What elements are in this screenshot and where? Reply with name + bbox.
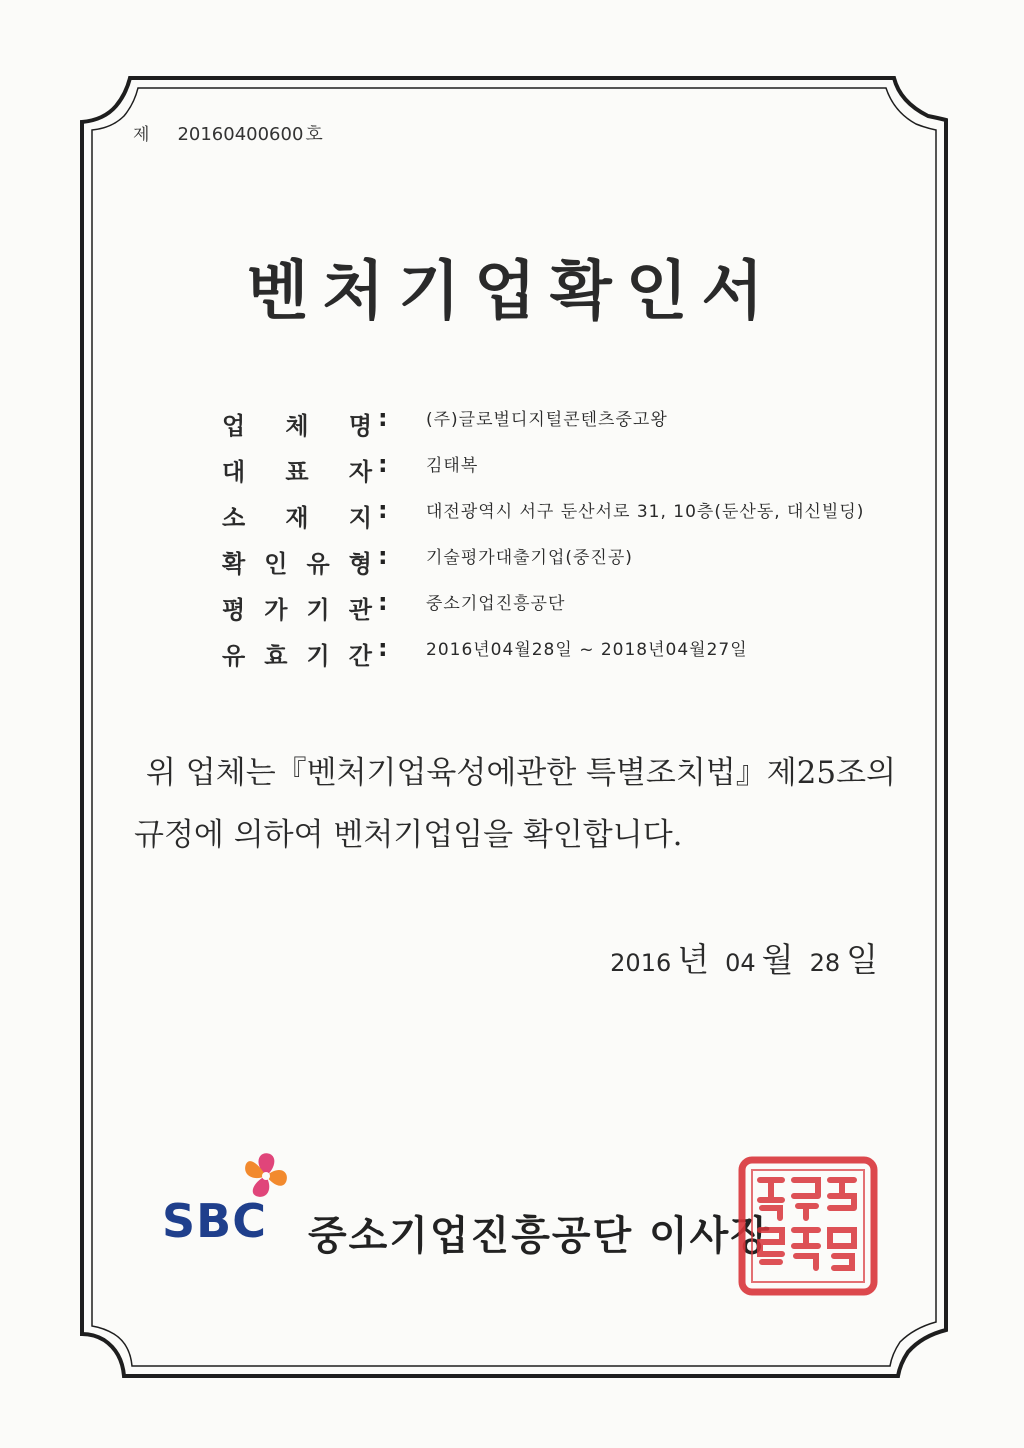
- issue-day: 28: [809, 949, 841, 977]
- info-row-confirmation-type: [222, 540, 922, 586]
- confirmation-statement: [134, 742, 924, 866]
- certificate-title: 벤처기업확인서: [246, 254, 778, 329]
- issue-year-unit: 년: [677, 940, 710, 979]
- value-evaluation-agency: 중소기업진흥공단: [426, 594, 566, 614]
- value-address: 대전광역시 서구 둔산서로 31, 10층(둔산동, 대신빌딩): [426, 502, 865, 522]
- label-colon: :: [378, 404, 388, 432]
- issuer-block: [158, 1150, 898, 1300]
- value-company-name: (주)글로벌디지털콘텐츠중고왕: [426, 410, 668, 430]
- official-seal-stamp: [738, 1156, 878, 1296]
- issue-year: 2016: [610, 949, 672, 977]
- statement-line-1: 위 업체는『벤처기업육성에관한 특별조치법』제25조의: [146, 755, 897, 791]
- label-company-name: 업 체 명: [222, 412, 372, 440]
- value-validity-period: 2016년04월28일 ~ 2018년04월27일: [426, 640, 748, 660]
- label-address: 소 재 지: [222, 504, 372, 532]
- label-validity-period: 유 효 기 간: [222, 642, 372, 670]
- label-evaluation-agency: 평 가 기 관: [222, 596, 372, 624]
- issuer-name: 중소기업진흥공단 이사장: [308, 1213, 771, 1259]
- label-colon: :: [378, 450, 388, 478]
- info-row-validity-period: [222, 632, 922, 678]
- label-confirmation-type: 확 인 유 형: [222, 550, 372, 578]
- info-row-address: [222, 494, 922, 540]
- label-colon: :: [378, 588, 388, 616]
- sbc-logo-text: SBC: [162, 1194, 267, 1248]
- value-representative: 김태복: [426, 456, 479, 476]
- label-colon: :: [378, 634, 388, 662]
- issue-date: [610, 934, 888, 981]
- statement-line-2: 규정에 의하여 벤처기업임을 확인합니다.: [134, 817, 683, 853]
- certificate-number-prefix: 제: [133, 125, 150, 145]
- issue-month-unit: 월: [761, 940, 794, 979]
- label-colon: :: [378, 496, 388, 524]
- info-row-evaluation-agency: [222, 586, 922, 632]
- issue-day-unit: 일: [846, 940, 878, 979]
- certificate-number: [133, 120, 323, 146]
- company-info: [222, 402, 922, 678]
- label-colon: :: [378, 542, 388, 570]
- label-representative: 대 표 자: [222, 458, 372, 486]
- issue-month: 04: [725, 949, 756, 977]
- certificate-number-value: 20160400600: [177, 124, 304, 145]
- info-row-company-name: [222, 402, 922, 448]
- certificate-number-suffix: 호: [305, 124, 323, 145]
- info-row-representative: [222, 448, 922, 494]
- value-confirmation-type: 기술평가대출기업(중진공): [426, 548, 633, 568]
